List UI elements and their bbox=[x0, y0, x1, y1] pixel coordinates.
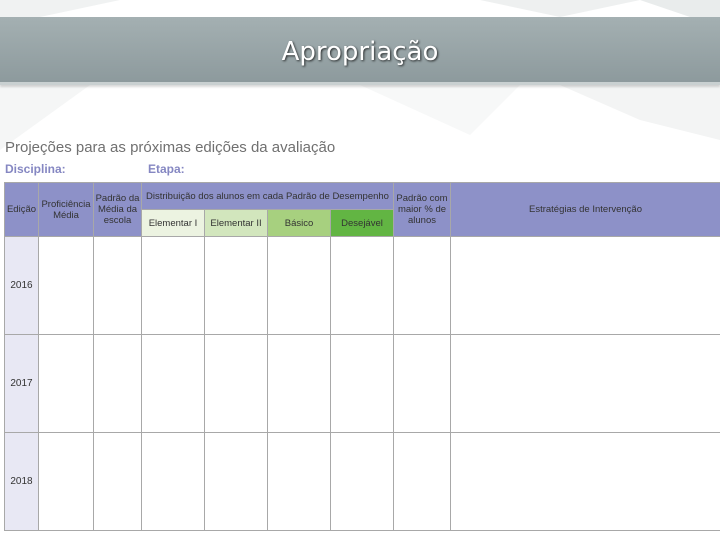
disciplina-label: Disciplina: bbox=[5, 162, 66, 176]
year-cell: 2018 bbox=[5, 433, 39, 531]
year-cell: 2017 bbox=[5, 335, 39, 433]
input-cell-estrategias[interactable] bbox=[451, 433, 720, 531]
header-estrategias: Estratégias de Intervenção bbox=[451, 183, 720, 237]
input-cell-proficiencia[interactable] bbox=[39, 237, 94, 335]
input-cell-elementar-2[interactable] bbox=[205, 237, 268, 335]
year-cell: 2016 bbox=[5, 237, 39, 335]
input-cell-desejavel[interactable] bbox=[331, 237, 394, 335]
input-cell-proficiencia[interactable] bbox=[39, 433, 94, 531]
input-cell-padrao-media[interactable] bbox=[94, 335, 142, 433]
table-row bbox=[5, 433, 720, 531]
input-cell-padrao-maior[interactable] bbox=[394, 335, 451, 433]
level-elementar-2: Elementar II bbox=[205, 210, 268, 237]
input-cell-elementar-2[interactable] bbox=[205, 433, 268, 531]
input-cell-elementar-1[interactable] bbox=[142, 237, 205, 335]
input-cell-padrao-maior[interactable] bbox=[394, 237, 451, 335]
projection-table bbox=[4, 182, 720, 531]
header-proficiencia: Proficiência Média bbox=[39, 183, 94, 237]
slide-title: Apropriação bbox=[281, 37, 439, 67]
header-padrao-media: Padrão da Média da escola bbox=[94, 183, 142, 237]
level-elementar-1: Elementar I bbox=[142, 210, 205, 237]
input-cell-basico[interactable] bbox=[268, 335, 331, 433]
input-cell-desejavel[interactable] bbox=[331, 433, 394, 531]
input-cell-elementar-2[interactable] bbox=[205, 335, 268, 433]
input-cell-padrao-maior[interactable] bbox=[394, 433, 451, 531]
input-cell-padrao-media[interactable] bbox=[94, 237, 142, 335]
input-cell-estrategias[interactable] bbox=[451, 237, 720, 335]
input-cell-elementar-1[interactable] bbox=[142, 335, 205, 433]
header-edicao: Edição bbox=[5, 183, 39, 237]
input-cell-basico[interactable] bbox=[268, 237, 331, 335]
input-cell-padrao-media[interactable] bbox=[94, 433, 142, 531]
input-cell-desejavel[interactable] bbox=[331, 335, 394, 433]
level-basico: Básico bbox=[268, 210, 331, 237]
header-distribuicao: Distribuição dos alunos em cada Padrão de Desempenho bbox=[142, 183, 394, 210]
header-padrao-maior: Padrão com maior % de alunos bbox=[394, 183, 451, 237]
table-row bbox=[5, 237, 720, 335]
input-cell-elementar-1[interactable] bbox=[142, 433, 205, 531]
section-title: Projeções para as próximas edições da avaliação bbox=[5, 139, 336, 156]
input-cell-estrategias[interactable] bbox=[451, 335, 720, 433]
input-cell-basico[interactable] bbox=[268, 433, 331, 531]
etapa-label: Etapa: bbox=[148, 162, 185, 176]
input-cell-proficiencia[interactable] bbox=[39, 335, 94, 433]
table-row bbox=[5, 335, 720, 433]
title-bar bbox=[0, 17, 720, 85]
level-desejavel: Desejável bbox=[331, 210, 394, 237]
